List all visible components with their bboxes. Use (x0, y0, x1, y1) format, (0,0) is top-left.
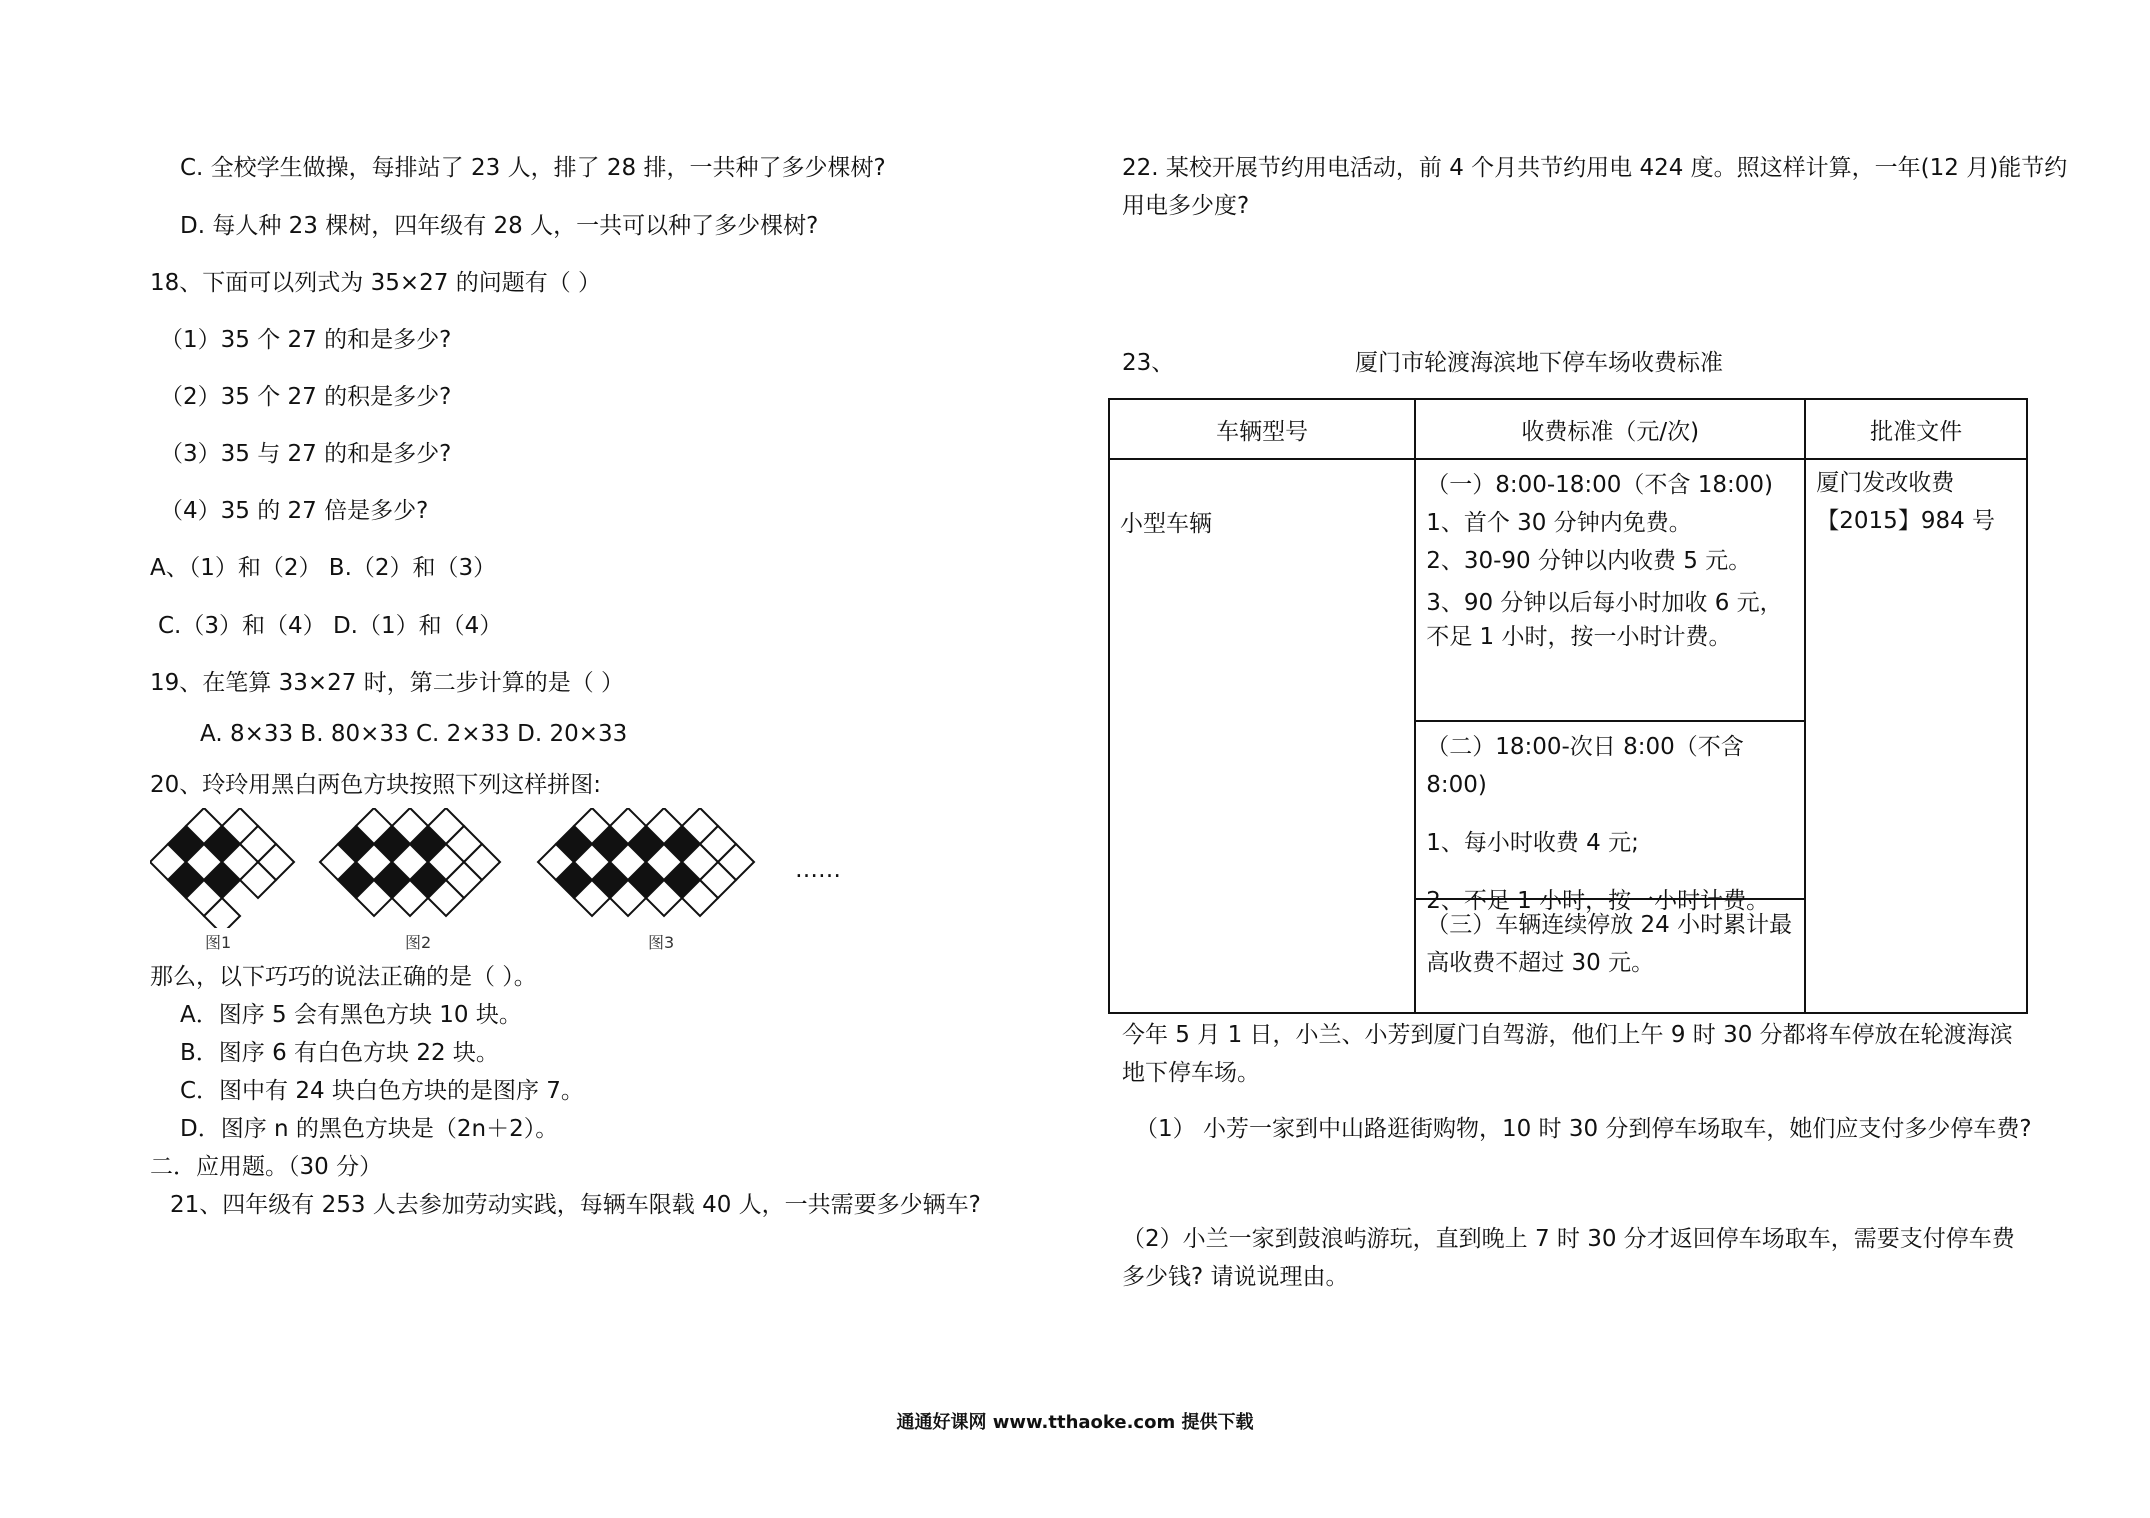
parking-fee-table (1108, 398, 2028, 1014)
q20-option-a: A．图序 5 会有黑色方块 10 块。 (180, 1002, 522, 1028)
q19-stem: 19、在笔算 33×27 时，第二步计算的是（ ） (150, 670, 625, 696)
fee-line: （二）18:00-次日 8:00（不含 8:00) (1426, 734, 1744, 798)
q18-options-cd: C.（3）和（4） D.（1）和（4） (158, 613, 503, 639)
q20-question: 那么，以下巧巧的说法正确的是（ ）。 (150, 964, 537, 990)
table-header-row (1109, 399, 2027, 459)
q17-option-c: C. 全校学生做操，每排站了 23 人，排了 28 排，一共种了多少棵树? (180, 155, 886, 181)
header-approval-doc: 批准文件 (1805, 399, 2027, 459)
figure-1 (150, 808, 294, 928)
table-row (1109, 459, 2027, 1013)
fee-line: 3、90 分钟以后每小时加收 6 元，不足 1 小时，按一小时计费。 (1426, 590, 1783, 650)
fee-line: （一）8:00-18:00（不含 18:00) (1426, 472, 1773, 498)
fee-line: （三）车辆连续停放 24 小时累计最高收费不超过 30 元。 (1426, 912, 1793, 976)
q17-option-d: D. 每人种 23 棵树，四年级有 28 人，一共可以种了多少棵树? (180, 213, 819, 239)
fee-line: 1、首个 30 分钟内免费。 (1426, 510, 1692, 536)
q23-story: 今年 5 月 1 日，小兰、小芳到厦门自驾游，他们上午 9 时 30 分都将车停放在轮渡海滨地下停车场。 (1122, 1022, 2013, 1086)
tile-pattern-figures (150, 808, 870, 928)
ellipsis: …… (795, 857, 841, 883)
figure-1-label: 图1 (205, 933, 232, 952)
q18-item: （1）35 个 27 的和是多少? (160, 327, 452, 353)
fee-block-cap (1416, 898, 1804, 988)
section-2-title: 二．应用题。（30 分） (150, 1154, 383, 1180)
q18-options-ab: A、（1）和（2） B.（2）和（3） (150, 555, 497, 581)
vehicle-type: 小型车辆 (1120, 511, 1212, 537)
q22-line1: 22. 某校开展节约用电活动，前 4 个月共节约用电 424 度。照这样计算，一年(12 月)能节约 (1122, 155, 2068, 181)
header-fee-standard: 收费标准（元/次) (1415, 399, 1805, 459)
cell-vehicle (1109, 459, 1415, 1013)
footer-source: 通通好课网 www.tthaoke.com 提供下载 (896, 1412, 1254, 1433)
q19-options: A. 8×33 B. 80×33 C. 2×33 D. 20×33 (200, 721, 628, 747)
figure-3-label: 图3 (648, 933, 675, 952)
q23-number: 23、 (1122, 350, 1175, 376)
figure-3 (538, 808, 754, 916)
cell-fees (1415, 459, 1805, 1013)
q20-option-c: C．图中有 24 块白色方块的是图序 7。 (180, 1078, 584, 1104)
q20-option-b: B．图序 6 有白色方块 22 块。 (180, 1040, 499, 1066)
approval-doc-line: 厦门发改收费 (1816, 470, 1955, 496)
q18-item: （4）35 的 27 倍是多少? (160, 498, 429, 524)
fee-block-night (1416, 720, 1804, 914)
q20-option-d: D．图序 n 的黑色方块是（2n＋2）。 (180, 1116, 559, 1142)
q20-stem: 20、玲玲用黑白两色方块按照下列这样拼图: (150, 772, 602, 798)
approval-doc-line: 【2015】984 号 (1816, 508, 1996, 534)
q23-part2: （2）小兰一家到鼓浪屿游玩，直到晚上 7 时 30 分才返回停车场取车，需要支付停车费多少钱? 请说说理由。 (1122, 1226, 2015, 1290)
fee-block-day (1416, 460, 1804, 720)
figure-2-label: 图2 (405, 933, 432, 952)
header-vehicle-type: 车辆型号 (1109, 399, 1415, 459)
cell-approval (1805, 459, 2027, 1013)
q23-part1: （1） 小芳一家到中山路逛街购物，10 时 30 分到停车场取车，她们应支付多少停车费? (1135, 1116, 2032, 1142)
fee-line: 1、每小时收费 4 元; (1426, 830, 1639, 856)
fee-line: 2、30-90 分钟以内收费 5 元。 (1426, 548, 1752, 574)
q21: 21、四年级有 253 人去参加劳动实践，每辆车限载 40 人，一共需要多少辆车? (170, 1192, 981, 1218)
q18-item: （3）35 与 27 的和是多少? (160, 441, 452, 467)
fee-line: 2、不足 1 小时，按一小时计费。 (1426, 888, 1770, 914)
q22-line2: 用电多少度? (1122, 193, 1250, 219)
q23-table-title: 厦门市轮渡海滨地下停车场收费标准 (1355, 350, 1723, 376)
figure-2 (320, 808, 500, 916)
q18-item: （2）35 个 27 的积是多少? (160, 384, 452, 410)
q18-stem: 18、下面可以列式为 35×27 的问题有（ ） (150, 270, 602, 296)
